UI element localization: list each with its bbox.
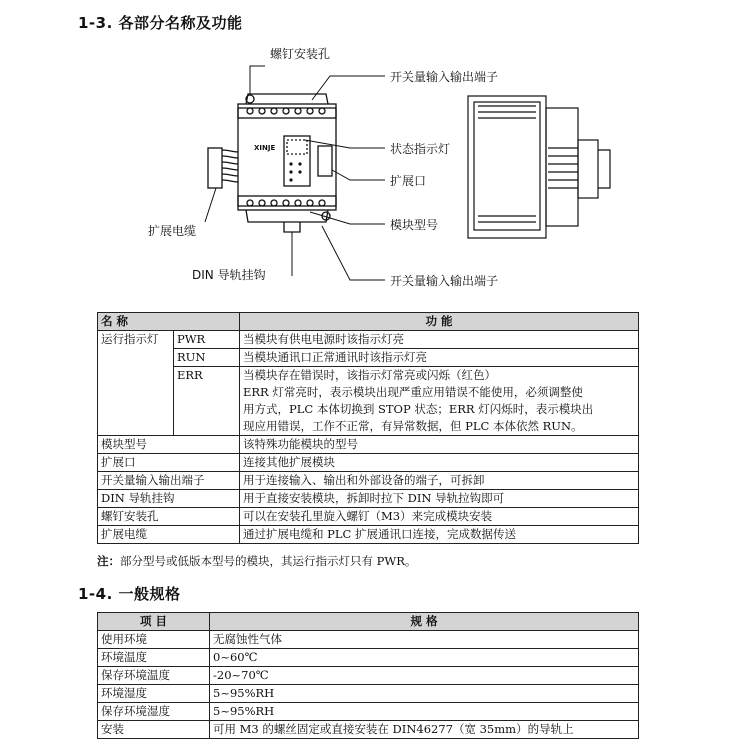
label-expansion-port: 扩展口: [390, 174, 427, 188]
label-io-terminal-bottom: 开关量输入输出端子: [390, 274, 499, 288]
label-ext-cable: 扩展电缆: [148, 224, 197, 238]
terminal-screws-top: [247, 108, 325, 114]
table-row: [98, 667, 639, 685]
indicator-desc: 当模块通讯口正常通讯时该指示灯亮: [240, 349, 639, 367]
table-row: [98, 649, 639, 667]
row-name: DIN 导轨挂钩: [98, 490, 240, 508]
section-title-1-3: 1-3. 各部分名称及功能: [78, 14, 243, 32]
row-name: 扩展电缆: [98, 526, 240, 544]
row-desc: 用于连接输入、输出和外部设备的端子，可拆卸: [240, 472, 639, 490]
table-row: [98, 703, 639, 721]
led-dots: [289, 162, 301, 181]
row-name: 模块型号: [98, 436, 240, 454]
err-desc: [240, 367, 639, 436]
spec-item: 保存环境温度: [98, 667, 210, 685]
spec-value: 可用 M3 的螺丝固定或直接安装在 DIN46277（宽 35mm）的导轨上: [210, 721, 639, 739]
row-name: 开关量输入输出端子: [98, 472, 240, 490]
header-function: 功 能: [240, 313, 639, 331]
din-hook: [284, 222, 300, 232]
spec-item: 环境温度: [98, 649, 210, 667]
row-desc: 该特殊功能模块的型号: [240, 436, 639, 454]
err-line: 现应用错误，工作不正常，有异常数据，但 PLC 本体依然 RUN。: [243, 419, 583, 433]
table-row: [98, 685, 639, 703]
table-row: [98, 508, 639, 526]
indicator-sub: ERR: [174, 367, 240, 436]
table-row: [98, 472, 639, 490]
expansion-cable: [208, 148, 238, 188]
indicator-sub: PWR: [174, 331, 240, 349]
header-name: 名 称: [98, 313, 240, 331]
indicator-sub: RUN: [174, 349, 240, 367]
table-row: [98, 331, 639, 349]
row-name: 螺钉安装孔: [98, 508, 240, 526]
header-item: 项 目: [98, 613, 210, 631]
section-title-1-4: 1-4. 一般规格: [78, 585, 181, 603]
row-desc: 用于直接安装模块，拆卸时拉下 DIN 导轨拉钩即可: [240, 490, 639, 508]
err-line: ERR 灯常亮时，表示模块出现严重应用错误不能使用，必须调整使: [243, 385, 583, 399]
table-row: [98, 436, 639, 454]
table-header-row: [98, 613, 639, 631]
row-name: 扩展口: [98, 454, 240, 472]
module-diagram: [0, 0, 750, 305]
label-screw-hole: 螺钉安装孔: [270, 47, 331, 61]
module-body: [238, 108, 336, 206]
spec-value: 5~95%RH: [210, 703, 639, 721]
status-window: [284, 136, 310, 186]
table-row: [98, 490, 639, 508]
general-spec-table: [97, 612, 639, 739]
header-spec: 规 格: [210, 613, 639, 631]
spec-item: 安装: [98, 721, 210, 739]
row-desc: 通过扩展电缆和 PLC 扩展通讯口连接，完成数据传送: [240, 526, 639, 544]
table-row: [98, 349, 639, 367]
spec-item: 保存环境湿度: [98, 703, 210, 721]
err-line: 用方式，PLC 本体切换到 STOP 状态；ERR 灯闪烁时，表示模块出: [243, 402, 594, 416]
label-io-terminal-top: 开关量输入输出端子: [390, 70, 499, 84]
label-status-light: 状态指示灯: [390, 142, 451, 156]
parts-function-table: [97, 312, 639, 544]
spec-item: 环境湿度: [98, 685, 210, 703]
label-din-hook: DIN 导轨挂钩: [192, 268, 266, 282]
table-row: [98, 454, 639, 472]
table-row: [98, 721, 639, 739]
note-label: 注：: [97, 554, 120, 568]
label-module-model: 模块型号: [390, 218, 439, 232]
spec-value: 0~60℃: [210, 649, 639, 667]
table-row: [98, 526, 639, 544]
table-row: [98, 367, 639, 436]
side-view-body: [468, 96, 546, 238]
table-header-row: [98, 313, 639, 331]
note-text: 部分型号或低版本型号的模块，其运行指示灯只有 PWR。: [120, 554, 417, 568]
spec-item: 使用环境: [98, 631, 210, 649]
spec-value: 无腐蚀性气体: [210, 631, 639, 649]
err-line: 当模块存在错误时，该指示灯常亮或闪烁（红色）: [243, 368, 496, 382]
run-indicator-name: 运行指示灯: [98, 331, 174, 436]
terminal-screws-bottom: [247, 200, 325, 206]
row-desc: 连接其他扩展模块: [240, 454, 639, 472]
spec-value: 5~95%RH: [210, 685, 639, 703]
side-ribbon: [548, 148, 578, 188]
table-note: [97, 553, 416, 569]
row-desc: 可以在安装孔里旋入螺钉（M3）来完成模块安装: [240, 508, 639, 526]
indicator-desc: 当模块有供电电源时该指示灯亮: [240, 331, 639, 349]
spec-value: -20~70℃: [210, 667, 639, 685]
brand-logo: XINJE: [254, 144, 276, 152]
table-row: [98, 631, 639, 649]
expansion-port: [318, 146, 332, 176]
